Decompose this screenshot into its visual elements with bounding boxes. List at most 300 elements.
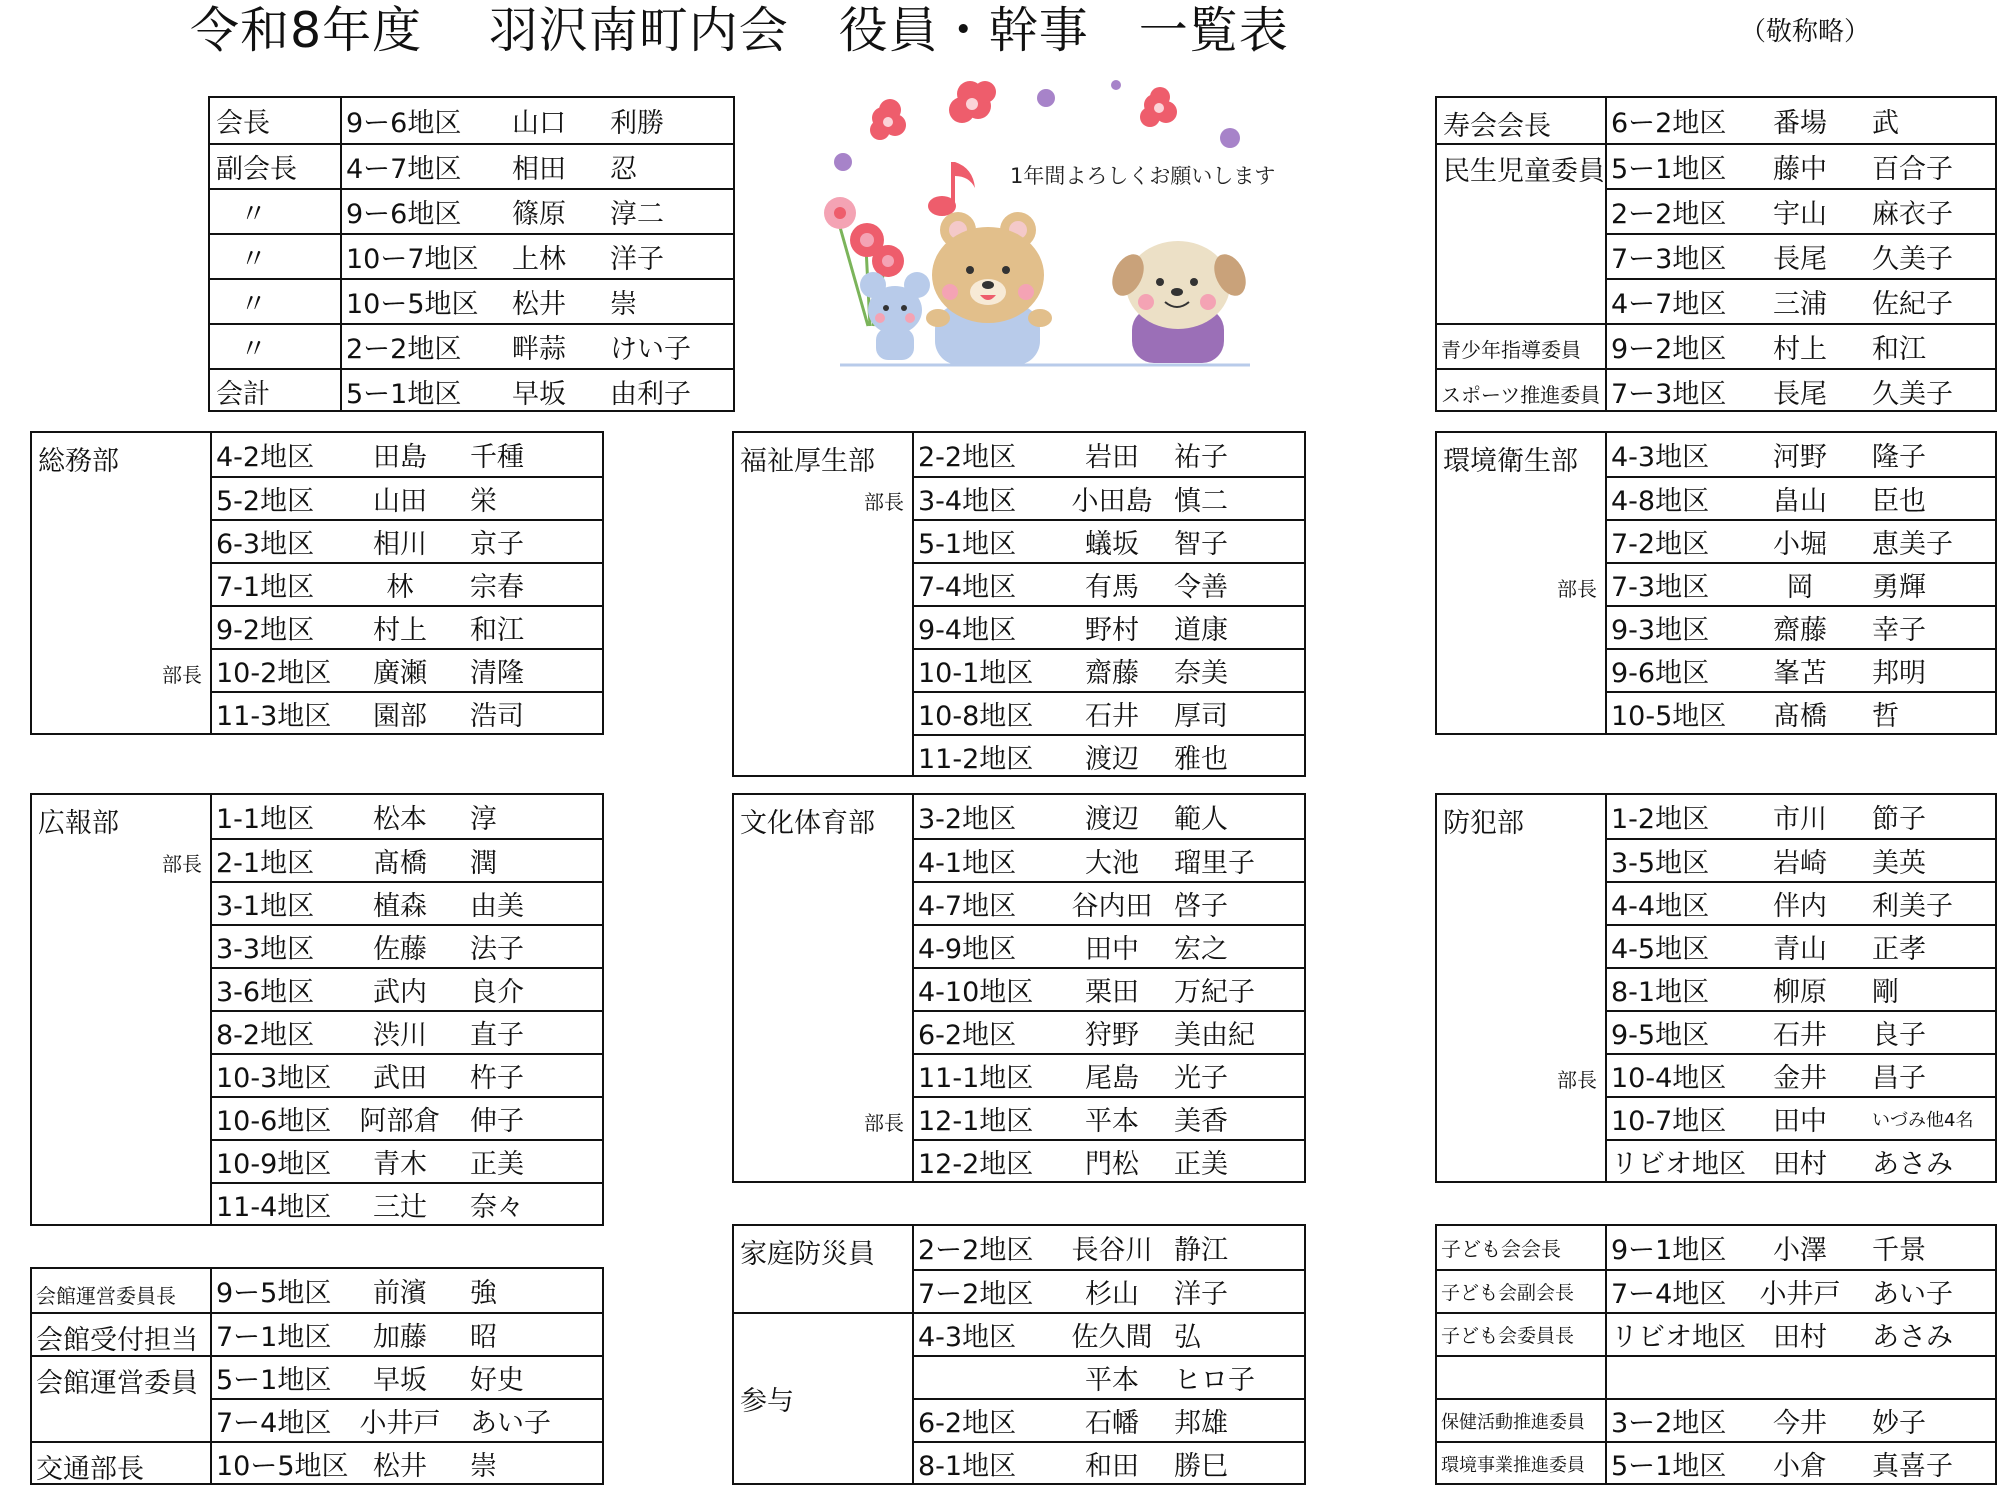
given-name-cell: 由美 — [470, 891, 524, 922]
surname-cell: 廣瀬 — [373, 658, 427, 689]
given-name-cell: 静江 — [1174, 1235, 1228, 1266]
area-cell: 6ー2地区 — [1611, 108, 1727, 139]
executives-table — [208, 96, 735, 412]
member-row — [1605, 838, 1995, 881]
surname-cell: 小澤 — [1773, 1235, 1827, 1266]
member-row — [1605, 433, 1995, 476]
role-cell: 子ども会委員長 — [1441, 1325, 1575, 1347]
bear-icon — [926, 212, 1052, 365]
member-row — [1605, 881, 1995, 924]
area-cell: 2-1地区 — [216, 848, 315, 879]
area-cell: 12-1地区 — [918, 1106, 1034, 1137]
area-cell: 7ー4地区 — [216, 1408, 332, 1439]
given-name-cell: 瑠里子 — [1174, 848, 1255, 879]
surname-cell: 村上 — [373, 615, 427, 646]
surname-cell: 青山 — [1773, 934, 1827, 965]
member-row — [210, 1312, 602, 1355]
given-name-cell: 崇 — [470, 1451, 497, 1482]
area-cell: 11-2地区 — [918, 743, 1034, 775]
committee-row — [1605, 98, 1995, 143]
given-name-cell: 栄 — [470, 486, 497, 517]
area-cell: 3ー2地区 — [1611, 1408, 1727, 1439]
member-row — [912, 1053, 1304, 1096]
surname-cell: 小堀 — [1773, 529, 1827, 560]
member-row — [1605, 1010, 1995, 1053]
department-name: 総務部 — [38, 446, 119, 477]
given-name-cell: 範人 — [1174, 804, 1228, 835]
area-cell: 5-2地区 — [216, 486, 315, 517]
member-row — [1437, 1441, 1995, 1484]
area-cell: 1-1地区 — [216, 804, 315, 835]
surname-cell: 石幡 — [1085, 1408, 1139, 1439]
given-name-cell: 幸子 — [1872, 615, 1926, 646]
role-label: 寿会会長 — [1443, 111, 1551, 142]
executive-row — [210, 98, 733, 143]
puppy-icon — [1106, 241, 1252, 363]
surname-cell: 村上 — [1773, 334, 1827, 365]
surname-cell: 岩崎 — [1773, 848, 1827, 879]
surname-cell: 石井 — [1085, 701, 1139, 732]
given-name-cell: 奈々 — [470, 1192, 524, 1223]
surname-cell: 杉山 — [1085, 1279, 1139, 1310]
surname-cell: 狩野 — [1085, 1020, 1139, 1051]
surname-cell: 渡辺 — [1085, 743, 1139, 775]
mouse-icon — [860, 272, 930, 360]
page-title: 令和8年度 羽沢南町内会 役員・幹事 一覧表 — [190, 2, 1289, 59]
role-cell: 子ども会副会長 — [1441, 1282, 1575, 1304]
given-name-cell: 好史 — [470, 1365, 524, 1396]
surname-cell: 青木 — [373, 1149, 427, 1180]
member-row — [210, 1182, 602, 1225]
member-row — [912, 605, 1304, 648]
role-cell: 環境事業推進委員 — [1441, 1454, 1585, 1476]
executive-row — [210, 188, 733, 233]
flower-icon — [1140, 87, 1177, 127]
area-cell: 4ー7地区 — [346, 154, 462, 185]
area-cell: 8-1地区 — [918, 1451, 1017, 1482]
given-name-cell: 万紀子 — [1174, 977, 1255, 1008]
given-name-cell: 杵子 — [470, 1063, 524, 1094]
member-row — [912, 1096, 1304, 1139]
department-head-label: 部長 — [162, 852, 202, 876]
area-cell: 4-5地区 — [1611, 934, 1710, 965]
member-row — [912, 967, 1304, 1010]
given-name-cell: 百合子 — [1872, 154, 1953, 185]
member-row — [210, 1139, 602, 1182]
member-row — [912, 795, 1304, 838]
area-cell: 10-8地区 — [918, 701, 1034, 732]
given-name-cell: 良子 — [1872, 1020, 1926, 1051]
executive-row — [210, 368, 733, 412]
given-name-cell: 洋子 — [610, 244, 664, 275]
surname-cell: 栗田 — [1085, 977, 1139, 1008]
area-cell: 10-3地区 — [216, 1063, 332, 1094]
given-name-cell: 美香 — [1174, 1106, 1228, 1137]
surname-cell: 山口 — [512, 108, 566, 139]
surname-cell: 長尾 — [1773, 378, 1827, 410]
empty-row — [1437, 1355, 1995, 1398]
given-name-cell: 邦明 — [1872, 658, 1926, 689]
member-row — [912, 1269, 1304, 1312]
given-name-cell: 浩司 — [470, 701, 524, 732]
surname-cell: 谷内田 — [1071, 891, 1153, 922]
flower-icon — [1037, 89, 1055, 107]
role-cell: 副会長 — [216, 154, 297, 185]
group-name: 家庭防災員 — [740, 1239, 875, 1270]
surname-cell: 小田島 — [1071, 486, 1153, 517]
music-note-icon — [928, 162, 975, 216]
area-cell: 12-2地区 — [918, 1149, 1034, 1180]
role-label: 交通部長 — [36, 1454, 144, 1485]
member-row — [1605, 691, 1995, 734]
given-name-cell: 祐子 — [1174, 442, 1228, 473]
surname-cell: 岩田 — [1085, 442, 1139, 473]
role-label: 青少年指導委員 — [1441, 338, 1581, 362]
given-name-cell: 和江 — [470, 615, 524, 646]
member-row — [1605, 1139, 1995, 1182]
role-label: 会館受付担当 — [36, 1325, 198, 1356]
member-row — [210, 1053, 602, 1096]
kankyo-department-table — [1435, 431, 1997, 735]
given-name-cell: あい子 — [470, 1408, 551, 1439]
member-row — [912, 562, 1304, 605]
surname-cell: 髙橋 — [373, 848, 427, 879]
area-cell: 9-6地区 — [1611, 658, 1710, 689]
surname-cell: 市川 — [1773, 804, 1827, 835]
executive-row — [210, 233, 733, 278]
member-row — [210, 648, 602, 691]
member-row — [210, 691, 602, 734]
surname-cell: 加藤 — [373, 1322, 427, 1353]
committee-row — [1605, 143, 1995, 188]
surname-cell: 前濱 — [373, 1278, 427, 1309]
surname-cell: 園部 — [373, 701, 427, 732]
area-cell: 10-4地区 — [1611, 1063, 1727, 1094]
member-row — [912, 1139, 1304, 1182]
member-row — [1605, 795, 1995, 838]
member-row — [912, 734, 1304, 776]
member-row — [1605, 476, 1995, 519]
department-head-label: 部長 — [864, 490, 904, 514]
surname-cell: 藤中 — [1773, 154, 1827, 185]
given-name-cell: 宏之 — [1174, 934, 1228, 965]
surname-cell: 平本 — [1085, 1106, 1139, 1137]
member-row — [210, 967, 602, 1010]
member-row — [1605, 519, 1995, 562]
member-row — [210, 476, 602, 519]
surname-cell: 相川 — [373, 529, 427, 560]
flower-icon — [949, 81, 996, 123]
area-cell: 7ー3地区 — [1611, 244, 1727, 275]
member-row — [1437, 1269, 1995, 1312]
given-name-cell: 千景 — [1872, 1235, 1926, 1266]
area-cell: 9-3地区 — [1611, 615, 1710, 646]
given-name-cell: 直子 — [470, 1020, 524, 1051]
given-name-cell: 久美子 — [1872, 244, 1953, 275]
executive-row — [210, 278, 733, 323]
area-cell: 10-1地区 — [918, 658, 1034, 689]
role-label: スポーツ推進委員 — [1441, 383, 1601, 407]
surname-cell: 田村 — [1773, 1322, 1827, 1353]
area-cell: 4-1地区 — [918, 848, 1017, 879]
member-row — [912, 1226, 1304, 1269]
department-head-label: 部長 — [864, 1111, 904, 1135]
surname-cell: 三浦 — [1773, 289, 1827, 320]
member-row — [210, 838, 602, 881]
committee-row — [1605, 278, 1995, 323]
area-cell: 7-2地区 — [1611, 529, 1710, 560]
given-name-cell: 利勝 — [610, 108, 664, 139]
bouhan-department-table — [1435, 793, 1997, 1183]
given-name-cell: 令善 — [1174, 572, 1228, 603]
member-row — [1605, 1096, 1995, 1139]
given-name-cell: 武 — [1872, 108, 1899, 139]
given-name-cell: 淳 — [470, 804, 497, 835]
given-name-cell: 邦雄 — [1174, 1408, 1228, 1439]
area-cell: 10-2地区 — [216, 658, 332, 689]
kouhou-department-table — [30, 793, 604, 1226]
member-row — [912, 1010, 1304, 1053]
member-row — [210, 519, 602, 562]
surname-cell: 野村 — [1085, 615, 1139, 646]
given-name-cell: 妙子 — [1872, 1408, 1926, 1439]
member-row — [912, 648, 1304, 691]
department-head-label: 部長 — [1557, 577, 1597, 601]
surname-cell: 齋藤 — [1085, 658, 1139, 689]
given-name-cell: 千種 — [470, 442, 524, 473]
area-cell: 3-1地区 — [216, 891, 315, 922]
given-name-cell: 洋子 — [1174, 1279, 1228, 1310]
surname-cell: 石井 — [1773, 1020, 1827, 1051]
member-row — [1605, 967, 1995, 1010]
given-name-cell: 智子 — [1174, 529, 1228, 560]
honorific-note: （敬称略） — [1740, 17, 1871, 47]
given-name-cell: いづみ他4名 — [1872, 1109, 1974, 1131]
given-name-cell: 麻衣子 — [1872, 199, 1953, 230]
flower-icon — [1220, 128, 1240, 148]
given-name-cell: 利美子 — [1872, 891, 1953, 922]
surname-cell: 田中 — [1085, 934, 1139, 965]
given-name-cell: 啓子 — [1174, 891, 1228, 922]
area-cell: 2ー2地区 — [918, 1235, 1034, 1266]
area-cell: 7ー4地区 — [1611, 1279, 1727, 1310]
given-name-cell: 京子 — [470, 529, 524, 560]
given-name-cell: あさみ — [1872, 1322, 1953, 1353]
surname-cell: 長谷川 — [1071, 1235, 1153, 1266]
area-cell: 7ー2地区 — [918, 1279, 1034, 1310]
surname-cell: 尾島 — [1085, 1063, 1139, 1094]
greeting-illustration — [810, 70, 1280, 375]
member-row — [1605, 648, 1995, 691]
member-row — [1437, 1398, 1995, 1441]
member-row — [210, 881, 602, 924]
area-cell: 11-4地区 — [216, 1192, 332, 1223]
surname-cell: 小倉 — [1773, 1451, 1827, 1482]
given-name-cell: 正孝 — [1872, 934, 1926, 965]
area-cell: 4-10地区 — [918, 977, 1034, 1008]
surname-cell: 田中 — [1773, 1106, 1827, 1137]
committee-row — [1605, 233, 1995, 278]
member-row — [912, 433, 1304, 476]
member-row — [912, 1355, 1304, 1398]
flower-icon — [834, 153, 852, 171]
given-name-cell: あさみ — [1872, 1149, 1953, 1180]
role-cell: 〃 — [240, 199, 267, 230]
surname-cell: 峯苫 — [1773, 658, 1827, 689]
area-cell: 3-6地区 — [216, 977, 315, 1008]
member-row — [210, 795, 602, 838]
area-cell: 4-3地区 — [1611, 442, 1710, 473]
given-name-cell: ヒロ子 — [1174, 1365, 1255, 1396]
member-row — [912, 1398, 1304, 1441]
area-cell: 3-3地区 — [216, 934, 315, 965]
surname-cell: 畠山 — [1773, 486, 1827, 517]
given-name-cell: 真喜子 — [1872, 1451, 1953, 1482]
dot-icon — [1111, 80, 1121, 90]
surname-cell: 佐久間 — [1071, 1322, 1153, 1353]
area-cell: 5ー1地区 — [346, 378, 462, 410]
member-row — [912, 838, 1304, 881]
area-cell: 10-5地区 — [1611, 701, 1727, 732]
member-row — [1605, 1053, 1995, 1096]
area-cell: 3-2地区 — [918, 804, 1017, 835]
surname-cell: 松井 — [373, 1451, 427, 1482]
surname-cell: 阿部倉 — [359, 1106, 441, 1137]
given-name-cell: 勝巳 — [1174, 1451, 1228, 1482]
area-cell: 4-8地区 — [1611, 486, 1710, 517]
member-row — [912, 924, 1304, 967]
role-label: 民生児童委員 — [1443, 156, 1605, 187]
surname-cell: 植森 — [373, 891, 427, 922]
area-cell: 9ー6地区 — [346, 199, 462, 230]
area-cell: 7ー3地区 — [1611, 378, 1727, 410]
area-cell: 5ー1地区 — [1611, 1451, 1727, 1482]
given-name-cell: 正美 — [470, 1149, 524, 1180]
group-name: 参与 — [740, 1386, 794, 1417]
surname-cell: 早坂 — [512, 378, 566, 410]
surname-cell: 番場 — [1773, 108, 1827, 139]
department-head-label: 部長 — [162, 663, 202, 687]
member-row — [912, 691, 1304, 734]
executive-row — [210, 323, 733, 368]
department-name: 環境衛生部 — [1443, 446, 1578, 477]
area-cell: 2ー2地区 — [1611, 199, 1727, 230]
member-row — [210, 1096, 602, 1139]
surname-cell: 伴内 — [1773, 891, 1827, 922]
area-cell: 2-2地区 — [918, 442, 1017, 473]
role-label: 会館運営委員長 — [36, 1284, 176, 1308]
given-name-cell: 光子 — [1174, 1063, 1228, 1094]
given-name-cell: 道康 — [1174, 615, 1228, 646]
committee-row — [1605, 188, 1995, 233]
role-cell: 保健活動推進委員 — [1441, 1411, 1585, 1433]
given-name-cell: 昭 — [470, 1322, 497, 1353]
department-name: 文化体育部 — [740, 808, 875, 839]
given-name-cell: あい子 — [1872, 1279, 1953, 1310]
member-row — [210, 1010, 602, 1053]
member-row — [1437, 1312, 1995, 1355]
surname-cell: 早坂 — [373, 1365, 427, 1396]
member-row — [912, 1312, 1304, 1355]
surname-cell: 田島 — [373, 442, 427, 473]
given-name-cell: 節子 — [1872, 804, 1926, 835]
area-cell: 4ー7地区 — [1611, 289, 1727, 320]
given-name-cell: 恵美子 — [1872, 529, 1953, 560]
surname-cell: 蟻坂 — [1085, 529, 1139, 560]
area-cell: 9ー6地区 — [346, 108, 462, 139]
area-cell: 10ー5地区 — [346, 289, 479, 320]
given-name-cell: 弘 — [1174, 1322, 1201, 1353]
member-row — [1605, 924, 1995, 967]
area-cell: 5ー1地区 — [216, 1365, 332, 1396]
surname-cell: 松井 — [512, 289, 566, 320]
area-cell: 10-9地区 — [216, 1149, 332, 1180]
department-name: 防犯部 — [1443, 808, 1524, 839]
member-row — [210, 1398, 602, 1441]
member-row — [912, 476, 1304, 519]
role-cell: 〃 — [240, 334, 267, 365]
given-name-cell: 和江 — [1872, 334, 1926, 365]
area-cell: 10-7地区 — [1611, 1106, 1727, 1137]
area-cell: 4-7地区 — [918, 891, 1017, 922]
department-head-label: 部長 — [1557, 1068, 1597, 1092]
member-row — [1605, 605, 1995, 648]
given-name-cell: 久美子 — [1872, 378, 1953, 410]
given-name-cell: 法子 — [470, 934, 524, 965]
member-row — [210, 433, 602, 476]
surname-cell: 小井戸 — [359, 1408, 441, 1439]
area-cell: 8-1地区 — [1611, 977, 1710, 1008]
area-cell: 1-2地区 — [1611, 804, 1710, 835]
role-cell: 〃 — [240, 244, 267, 275]
area-cell: リビオ地区 — [1611, 1322, 1746, 1353]
area-cell: 4-9地区 — [918, 934, 1017, 965]
given-name-cell: 哲 — [1872, 701, 1899, 732]
given-name-cell: 伸子 — [470, 1106, 524, 1137]
area-cell: 9-5地区 — [1611, 1020, 1710, 1051]
area-cell: 10ー5地区 — [216, 1451, 349, 1482]
given-name-cell: 厚司 — [1174, 701, 1228, 732]
surname-cell: 小井戸 — [1759, 1279, 1841, 1310]
given-name-cell: 雅也 — [1174, 743, 1228, 775]
given-name-cell: 淳二 — [610, 199, 664, 230]
area-cell: 8-2地区 — [216, 1020, 315, 1051]
surname-cell: 田村 — [1773, 1149, 1827, 1180]
department-name: 広報部 — [38, 808, 119, 839]
flower-icon — [870, 99, 906, 140]
role-cell: 会長 — [216, 108, 270, 139]
member-row — [210, 605, 602, 648]
surname-cell: 髙橋 — [1773, 701, 1827, 732]
surname-cell: 齋藤 — [1773, 615, 1827, 646]
area-cell: 7-1地区 — [216, 572, 315, 603]
surname-cell: 平本 — [1085, 1365, 1139, 1396]
surname-cell: 和田 — [1085, 1451, 1139, 1482]
given-name-cell: けい子 — [610, 334, 691, 365]
given-name-cell: 由利子 — [610, 378, 691, 410]
member-row — [912, 1441, 1304, 1484]
surname-cell: 山田 — [373, 486, 427, 517]
surname-cell: 篠原 — [512, 199, 566, 230]
surname-cell: 林 — [386, 572, 414, 603]
area-cell: 7-4地区 — [918, 572, 1017, 603]
surname-cell: 門松 — [1085, 1149, 1139, 1180]
given-name-cell: 剛 — [1872, 977, 1899, 1008]
given-name-cell: 美英 — [1872, 848, 1926, 879]
given-name-cell: 臣也 — [1872, 486, 1926, 517]
surname-cell: 今井 — [1773, 1408, 1827, 1439]
given-name-cell: 昌子 — [1872, 1063, 1926, 1094]
